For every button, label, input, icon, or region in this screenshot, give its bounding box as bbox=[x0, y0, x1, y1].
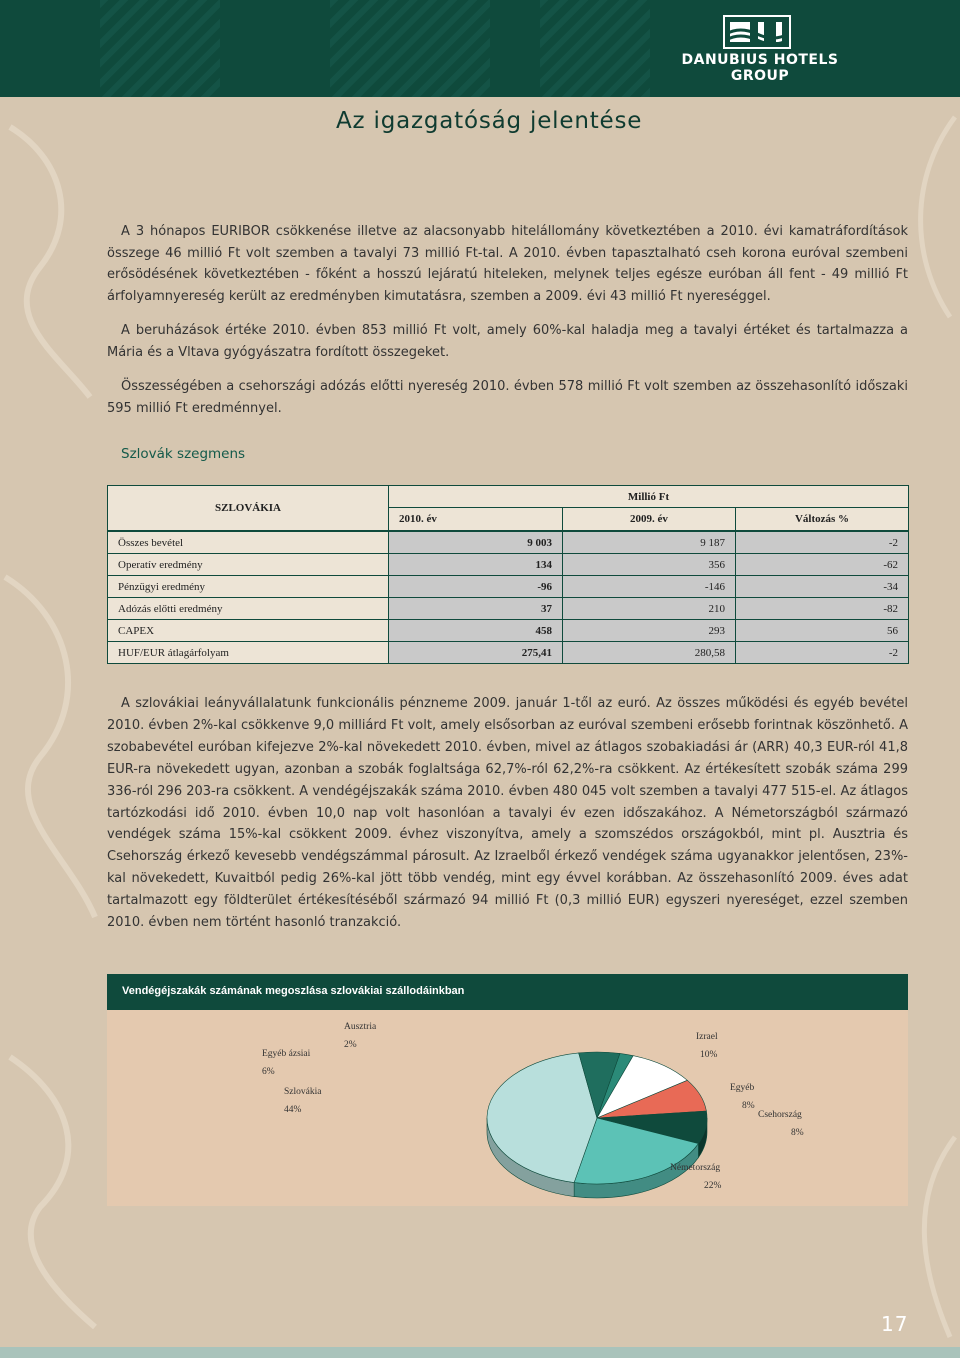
table-row bbox=[108, 554, 909, 576]
cell-2009: 9 187 bbox=[563, 531, 736, 554]
paragraph-text: A szlovákiai leányvállalatunk funkcionális pénzneme 2009. január 1-től az euró. Az összes működési és egyéb bevétel 2010. évben 2%-kal csökkenve 9,0 milliárd Ft volt, amely elsősorban az euróval szembeni erősebb forintnak köszönhető. A szobabevétel euróban kifejezve 2%-kal növekedett 2010. évben, mivel az átlagos szobakiadási ár (ARR) 40,3 EUR-ról 41,8 EUR-ra növekedett ugyan, azonban a szobák foglaltsága 62,7%-ról 62,2%-ra csökkent. Az értékesített szobák száma 299 336-ról 296 203-ra csökkent. A vendégéjszakák száma 2010. évben 480 045 volt szemben a tavalyi 477 515-el. Az átlagos tartózkodási idő 2010. évben 10,0 nap volt hasonlóan a tavalyi év ezen időszakához. A Németországból származó vendégek száma 15%-kal csökkent 2009. évhez viszonyítva, amely a szomszédos országokból, mint pl. Ausztria és Csehország érkező kevesebb vendégszámmal párosult. Az Izraelből érkező vendégek száma ugyanakkor jelentősen, 23%-kal növekedett, Kuvaitból pedig 26%-kal jött több vendég, mint egy évvel korábban. Az összehasonlító 2009. éves adat tartalmazott egy földterület értékesítéséből származó 94 millió Ft (0,3 millió EUR) egyszeri nyereséget, ezzel szemben 2010. évben nem történt hasonló tranzakció. bbox=[107, 696, 909, 931]
cell-2010: 275,41 bbox=[389, 642, 563, 664]
slice-label: Izrael bbox=[696, 1032, 718, 1042]
table-row bbox=[108, 620, 909, 642]
left-ornament-decoration bbox=[0, 97, 100, 1347]
cell-change: 56 bbox=[736, 620, 909, 642]
header-band bbox=[0, 0, 960, 97]
footer-strip bbox=[0, 1347, 960, 1358]
row-label: Pénzügyi eredmény bbox=[108, 576, 389, 598]
cell-2009: 280,58 bbox=[563, 642, 736, 664]
row-label: Összes bevétel bbox=[108, 531, 389, 554]
brand-line-1: DANUBIUS HOTELS bbox=[681, 52, 839, 68]
slice-value-label: 10% bbox=[700, 1050, 718, 1060]
slice-label: Egyéb bbox=[730, 1083, 755, 1093]
cell-change: -82 bbox=[736, 598, 909, 620]
row-label: Adózás előtti eredmény bbox=[108, 598, 389, 620]
cell-2009: 356 bbox=[563, 554, 736, 576]
slice-label: Egyéb ázsiai bbox=[262, 1049, 311, 1059]
slice-label: Szlovákia bbox=[284, 1087, 322, 1097]
slice-label: Csehország bbox=[758, 1110, 802, 1120]
paragraph-investments bbox=[107, 320, 908, 363]
cell-2010: 37 bbox=[389, 598, 563, 620]
table-row bbox=[108, 576, 909, 598]
column-header: 2010. év bbox=[389, 508, 563, 531]
cell-2009: -146 bbox=[563, 576, 736, 598]
section-heading: Szlovák szegmens bbox=[121, 446, 246, 462]
cell-change: -34 bbox=[736, 576, 909, 598]
column-header: Változás % bbox=[736, 508, 909, 531]
page-title: Az igazgatóság jelentése bbox=[336, 108, 643, 134]
chart-title-bar bbox=[107, 974, 908, 1010]
header-ornament bbox=[540, 0, 650, 97]
cell-2009: 293 bbox=[563, 620, 736, 642]
pie-chart-panel bbox=[107, 1010, 908, 1206]
slice-label: Németország bbox=[670, 1163, 721, 1173]
cell-2010: 9 003 bbox=[389, 531, 563, 554]
paragraph-slovak-segment bbox=[107, 693, 908, 934]
table-header-row bbox=[108, 486, 909, 508]
table-row bbox=[108, 531, 909, 554]
slice-value-label: 6% bbox=[262, 1067, 275, 1077]
row-label: Operatív eredmény bbox=[108, 554, 389, 576]
table-unit: Millió Ft bbox=[389, 486, 909, 508]
header-ornament bbox=[100, 0, 220, 97]
chart-title: Vendégéjszakák számának megoszlása szlovákiai szállodáinkban bbox=[122, 985, 465, 997]
slice-value-label: 22% bbox=[704, 1181, 722, 1191]
cell-change: -2 bbox=[736, 642, 909, 664]
brand-line-2: GROUP bbox=[730, 68, 790, 84]
paragraph-text: Összességében a csehországi adózás előtti nyereség 2010. évben 578 millió Ft volt szemben az összehasonlító időszaki 595 millió Ft eredménnyel. bbox=[107, 379, 908, 416]
paragraph-interest bbox=[107, 221, 908, 307]
cell-2009: 210 bbox=[563, 598, 736, 620]
slice-value-label: 8% bbox=[791, 1128, 804, 1138]
cell-change: -2 bbox=[736, 531, 909, 554]
header-ornament bbox=[330, 0, 490, 97]
row-label: CAPEX bbox=[108, 620, 389, 642]
cell-2010: 458 bbox=[389, 620, 563, 642]
paragraph-czech-profit bbox=[107, 376, 908, 419]
right-ornament-decoration bbox=[900, 97, 960, 1347]
paragraph-text: A beruházások értéke 2010. évben 853 millió Ft volt, amely 60%-kal haladja meg a tavalyi értéket és tartalmazza a Mária és a Vltava gyógyászatra fordított összegeket. bbox=[107, 323, 908, 360]
table-row bbox=[108, 642, 909, 664]
brand-name bbox=[665, 52, 855, 84]
slice-value-label: 44% bbox=[284, 1105, 302, 1115]
column-header: 2009. év bbox=[563, 508, 736, 531]
row-label: HUF/EUR átlagárfolyam bbox=[108, 642, 389, 664]
paragraph-text: A 3 hónapos EURIBOR csökkenése illetve az alacsonyabb hitelállomány következtében a 2010. évi kamatráfordítások összege 46 millió Ft volt szemben a tavalyi 73 millió Ft-tal. A 2010. évben tapasztalható cseh korona euróval szembeni erősödésének következtében - főként a hosszú lejáratú hiteleken, melynek teljes egésze euróban áll fent - 49 millió Ft árfolyamnyereség került az eredményben kimutatásra, szemben a 2009. évi 43 millió Ft nyereséggel. bbox=[107, 224, 908, 304]
slice-value-label: 8% bbox=[742, 1101, 755, 1111]
slice-label: Ausztria bbox=[344, 1022, 377, 1032]
cell-2010: 134 bbox=[389, 554, 563, 576]
cell-2010: -96 bbox=[389, 576, 563, 598]
page-number: 17 bbox=[881, 1312, 909, 1336]
financial-table bbox=[107, 485, 909, 664]
pie-chart bbox=[107, 1010, 908, 1206]
table-title: SZLOVÁKIA bbox=[108, 486, 389, 532]
danubius-logo-icon bbox=[722, 14, 792, 50]
table-row bbox=[108, 598, 909, 620]
slice-value-label: 2% bbox=[344, 1040, 357, 1050]
cell-change: -62 bbox=[736, 554, 909, 576]
